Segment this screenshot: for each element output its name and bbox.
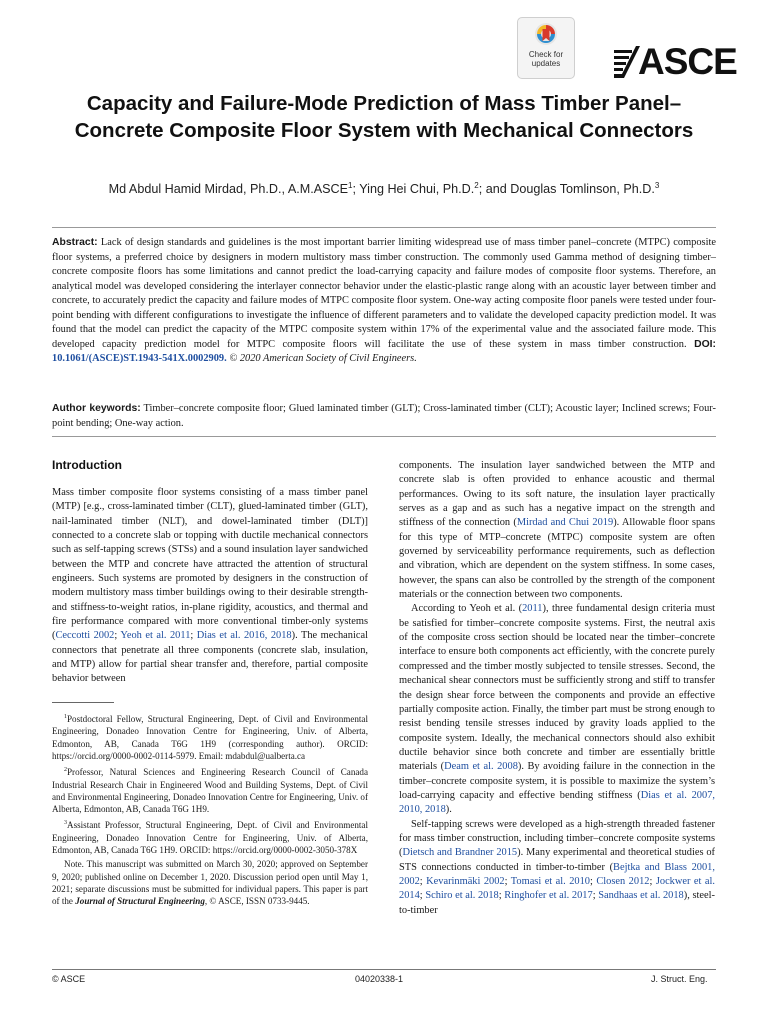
asce-logo [612,42,742,82]
citation-sandhaas-2018[interactable]: Sandhaas et al. 2018 [598,890,684,902]
paper-title: Capacity and Failure-Mode Prediction of Mass Timber Panel–Concrete Composite Floor System with Mechanical Connectors [74,92,694,142]
citation-ceccotti-2002[interactable]: Ceccotti 2002 [55,630,115,642]
right-paragraph-1 [399,459,715,602]
author-1: Md Abdul Hamid Mirdad, Ph.D., A.M.ASCE [108,182,348,197]
author-1-affiliation: 1 [348,181,353,190]
citation-separator: ; [419,875,427,887]
right-text-4: ), three fundamental design criteria must be satisfied for timber–concrete composite systems. First, the neutral axis of the composite cross section should be located near the timber–concrete interface to ensure both components act efficiently, with the concrete purely compressed and the timber mostly subjected to tensile stresses. Second, the mechanical shear connectors must be sufficiently strong and stiff to transfer the design shear force between the components and provide an effective partially composite action. Finally, the timber part must be strong enough to resist bending tensile stresses induced by gravity loads applied to the composite system. Ideally, the mechanical connectors should also exhibit ductile behavior since both concrete and timber are essentially brittle materials ( [399,603,715,773]
check-for-updates-badge[interactable] [517,17,575,79]
footnotes [52,711,368,910]
right-text-1: components. The insulation layer sandwiched between the MTP and concrete slab is often provided to enhance acoustic and thermal performances. Owing to its soft nature, the insulation layer practically serves as a gap and as such has a negative impact on the strength and stiffness of the connection ( [399,460,715,529]
badge-line-2: updates [531,59,561,68]
citation-dias-2016-2018[interactable]: Dias et al. 2016, 2018 [196,630,292,642]
author-keywords [52,401,716,431]
citation-separator: ; [190,630,197,642]
footer-journal: J. Struct. Eng. [651,974,708,984]
citation-deam-2008[interactable]: Deam et al. 2008 [444,761,518,773]
keywords-label: Author keywords: [52,403,141,414]
right-text-7: Self-tapping screws were developed as a high-strength threaded fastener for mass timber construction, including timber–concrete composite systems ( [399,818,715,859]
citation-jockwer-2014[interactable]: Jockwer et al. 2014 [399,875,715,902]
note-text-2: , © ASCE, ISSN 0733-9445. [204,896,310,907]
doi-label: DOI: [694,338,716,350]
footnote-2 [52,764,368,815]
right-text-8: ). Many experimental and theoretical studies of STS connections conducted in timber-to-timber ( [399,847,715,873]
footnote-1-text: Postdoctoral Fellow, Structural Engineering, Dept. of Civil and Environmental Engineering, Donadeo Innovation Centre for Engineering, Univ. of Alberta, Edmonton, AB, Canada T6G 1H9 (corresponding author). ORCID: https://orcid.org/0000-0002-0114-5979. Email: mdabdul@ualberta.ca [52,714,368,761]
author-2-affiliation: 2 [474,181,479,190]
footnote-3-marker: 3 [64,820,67,827]
citation-mirdad-chui-2019[interactable]: Mirdad and Chui 2019 [516,517,614,529]
footnote-3-text: Assistant Professor, Structural Engineering, Dept. of Civil and Environmental Engineering, Donadeo Innovation Centre for Engineering, Univ. of Alberta, Edmonton, AB, Canada T6G 1H9. ORCID: https://orcid.org/0000-0002-3050-378X [52,820,368,856]
author-list [40,181,728,196]
right-text-5: ). By avoiding failure in the connection in the timber–concrete composite system, it is possible to maximize the system’s load-carrying capacity and effective bending stiffness ( [399,761,716,801]
abstract-label: Abstract: [52,237,98,248]
citation-yeoh-2011[interactable]: Yeoh et al. 2011 [120,630,191,642]
citation-separator: ; [114,630,121,642]
footnote-1 [52,711,368,762]
citation-dietsch-brandner-2015[interactable]: Dietsch and Brandner 2015 [402,847,518,859]
manuscript-note [52,858,368,907]
footer-rule [52,969,716,970]
citation-separator: ; [592,890,599,902]
citation-dias-2007-2010-2018[interactable]: Dias et al. 2007, 2010, 2018 [399,789,715,816]
footer-copyright: © ASCE [52,974,86,984]
citation-kevarinmaki-2002[interactable]: Kevarinmäki 2002 [426,875,505,887]
citation-schiro-2018[interactable]: Schiro et al. 2018 [425,890,499,902]
right-text-3: According to Yeoh et al. ( [411,603,523,615]
right-text-9: ), steel-to-timber [399,890,715,916]
footnote-1-marker: 1 [64,714,67,720]
abstract [52,236,716,367]
intro-paragraph-1 [52,486,368,687]
citation-separator: ; [649,875,656,887]
author-3-affiliation: 3 [654,181,660,190]
bookmark-ribbon-icon [533,22,559,50]
asce-logo-text: ASCE [638,41,737,82]
note-text-1: Note. This manuscript was submitted on March 30, 2020; approved on September 9, 2020; published online on December 1, 2020. Discussion period open until May 1, 2021; separate discussions must be submitted for individual papers. This paper is part of the [52,859,368,907]
abstract-top-rule [52,227,716,228]
copyright-notice: © 2020 American Society of Civil Engineers. [229,353,417,364]
footnote-2-text: Professor, Natural Sciences and Engineering Research Council of Canada Industrial Research Chair in Engineered Wood and Building Systems, Dept. of Civil and Environmental Engineering, Donadeo Innovation Centre for Engineering, Univ. of Alberta, Edmonton, AB, Canada T6G 1H9. [52,767,368,815]
right-column [399,459,715,918]
left-column [52,486,368,687]
citation-separator: ; [498,890,505,902]
right-paragraph-2 [399,602,715,817]
citation-bejtka-blass[interactable]: Bejtka and Blass 2001, 2002 [399,861,715,887]
keywords-text: Timber–concrete composite floor; Glued laminated timber (GLT); Cross-laminated timber (CLT); Acoustic layer; Inclined screws; Four-point bending; One-way action. [52,403,716,429]
citation-ringhofer-2017[interactable]: Ringhofer et al. 2017 [504,890,593,902]
doi-link[interactable]: 10.1061/(ASCE)ST.1943-541X.0002909. [52,353,227,364]
intro-text-1: Mass timber composite floor systems consisting of a mass timber panel (MTP) [e.g., cross-laminated timber (CLT), glued-laminated timber (GLT), nail-laminated timber (NLT), and dowel-laminated timber (DLT)] connected to a concrete slab or topping with ductile mechanical connectors such as self-tapping screws (STSs) and a sound insulation layer sandwiched between the MTP and concrete have attracted the attention of structural engineers. Such systems are promoted by designers in the construction of modern multistory mass timber buildings owing to their desirable strength- and stiffness-to-weight ratios, in-plane rigidity, acoustics, and thermal and fire performance compared with more conventional timber-only systems ( [52,487,368,642]
citation-yeoh-2011-b[interactable]: 2011 [522,603,543,615]
right-paragraph-3 [399,818,715,918]
citation-tomasi-2010[interactable]: Tomasi et al. 2010 [510,875,590,887]
journal-name: Journal of Structural Engineering [75,896,205,907]
footnote-2-marker: 2 [64,767,67,774]
author-3: ; and Douglas Tomlinson, Ph.D. [478,182,655,197]
citation-separator: ; [504,875,511,887]
badge-line-1: Check for [528,50,564,59]
footnote-3 [52,817,368,856]
author-2: ; Ying Hei Chui, Ph.D. [352,182,475,197]
keywords-bottom-rule [52,436,716,437]
citation-separator: ; [590,875,597,887]
footer-page-id: 04020338-1 [355,974,404,984]
citation-separator: ; [419,890,426,902]
right-text-2: ). Allowable floor spans for this type of MTP–concrete (MTPC) composite system are often governed by serviceability performance requirements, such as deflection and vibration, which are dependent on the system stiffness. In some cases, however, the spans can also be controlled by the strength of the component materials or the connection between two components. [399,517,715,601]
introduction-heading: Introduction [52,458,122,472]
footnote-rule [52,702,114,703]
abstract-text: Lack of design standards and guidelines is the most important barrier limiting widespread use of mass timber panel–concrete (MTPC) composite floor systems, a preferred choice by designers in modern multistory mass timber construction. The commonly used Gamma method of designing timber–concrete composite floors has some limitations and cannot predict the load-carrying capacity and failure modes of composite floor systems. Therefore, an analytical model was developed considering the interlayer connector behavior under the elastic-plastic range along with an acoustic layer between timber and concrete, to accurately predict the capacity and failure modes of MTPC composite floor system. One-way acting composite floor panels were tested under four-point bending with different configurations to investigate the influence of different parameters and to validate the developed capacity prediction model. It was found that the model can predict the capacity of the MTPC composite system within 17% of the experimental value and the associated failure mode. This developed capacity prediction model for MTPC composite floors will facilitate the use of these system in mass timber construction. [52,237,716,350]
citation-closen-2012[interactable]: Closen 2012 [596,875,650,887]
right-text-6: ). [445,804,452,816]
intro-text-2: ). The mechanical connectors that penetrate all three components (concrete slab, insulation, and MTP) allow for partial shear transfer and, therefore, partial composite behavior between [52,630,368,685]
